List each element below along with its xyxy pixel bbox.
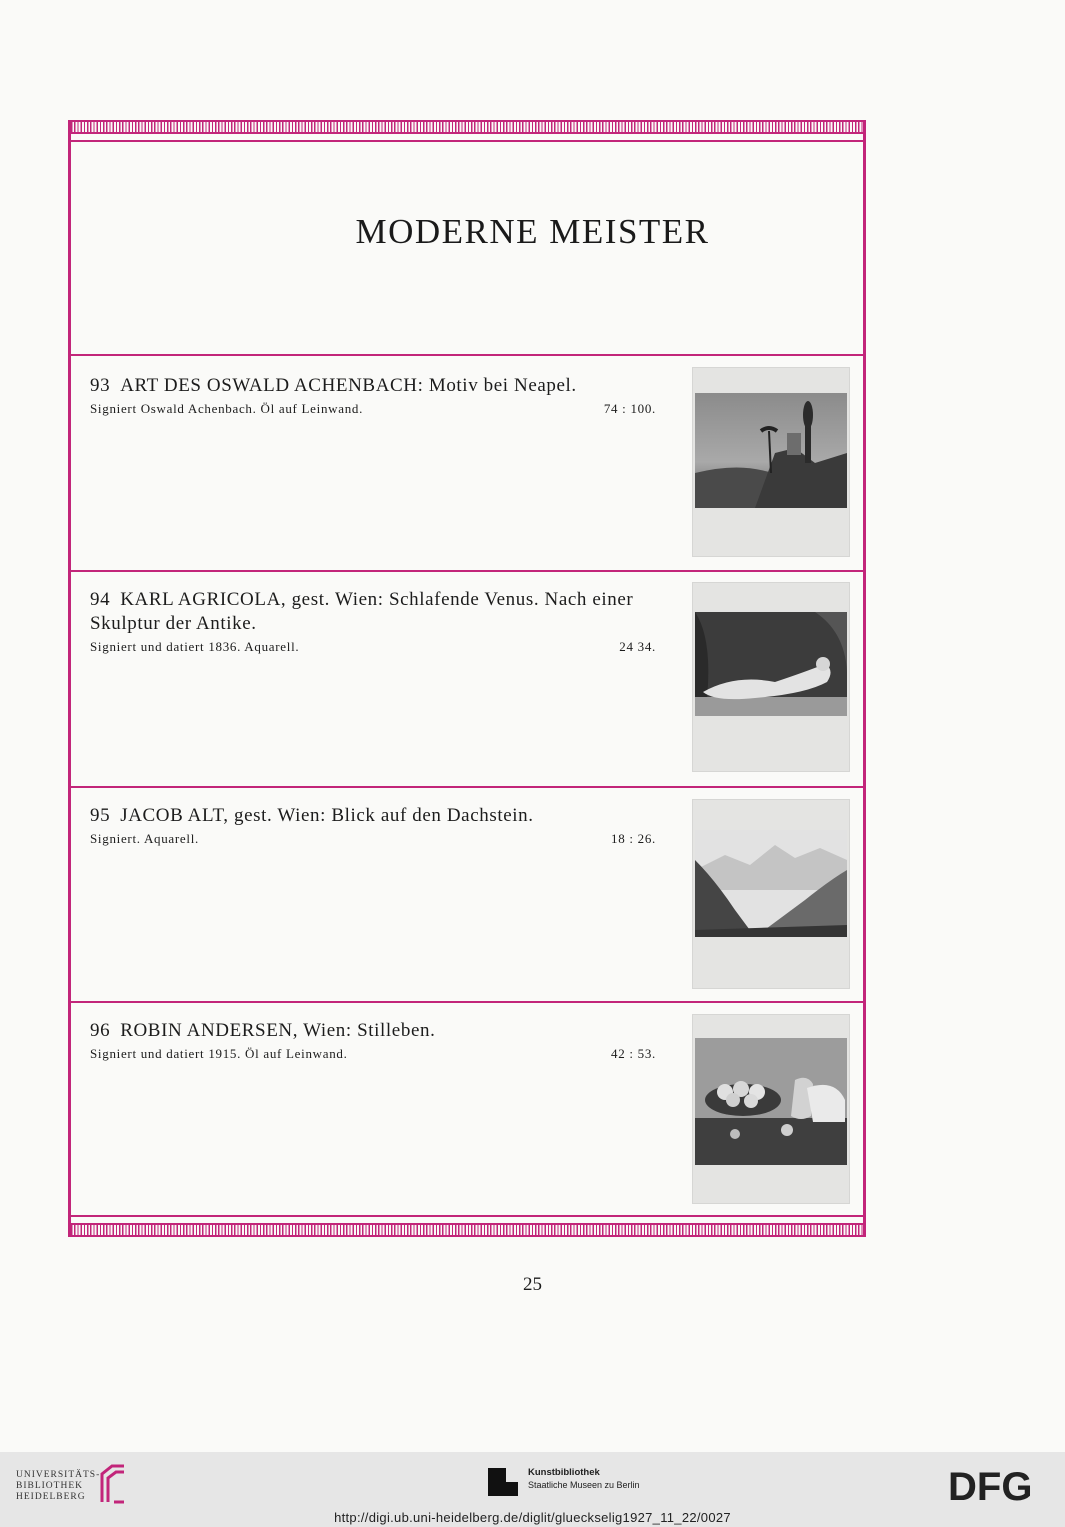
section-divider xyxy=(68,786,866,788)
entry-details-row xyxy=(90,831,656,847)
page-title: MODERNE MEISTER xyxy=(355,212,710,251)
catalog-entry xyxy=(90,588,656,655)
entry-details-row xyxy=(90,1046,656,1062)
entry-title: ROBIN ANDERSEN, Wien: Stilleben. xyxy=(120,1020,436,1041)
kunstbibliothek-logo-icon xyxy=(486,1464,520,1498)
artwork-plate xyxy=(692,582,850,772)
entry-dimensions: 74 : 100. xyxy=(603,401,656,416)
painting-image-coastal-landscape xyxy=(695,393,847,508)
section-divider xyxy=(68,354,866,356)
ub-heidelberg-label: UNIVERSITÄTS- BIBLIOTHEK HEIDELBERG xyxy=(16,1470,101,1502)
artwork-plate xyxy=(692,1014,850,1204)
painting-image-still-life xyxy=(695,1038,847,1165)
painting-image-mountain-view xyxy=(695,830,847,937)
top-inner-rule xyxy=(71,140,863,142)
entry-number: 94 xyxy=(90,589,111,610)
kunstbibliothek-label: Kunstbibliothek Staatliche Museen zu Berlin xyxy=(528,1467,640,1490)
entry-dimensions: 42 : 53. xyxy=(611,1046,656,1061)
catalog-entry xyxy=(90,374,656,417)
digitization-footer xyxy=(0,1452,1065,1527)
entry-details-row xyxy=(90,639,656,655)
entry-details: Signiert Oswald Achenbach. Öl auf Leinwand. xyxy=(90,401,364,416)
catalog-entry xyxy=(90,804,656,847)
dfg-logo-icon xyxy=(948,1468,1050,1504)
section-divider xyxy=(68,570,866,572)
entry-title: KARL AGRICOLA, gest. Wien: Schlafende Venus. Nach einer Skulptur der Antike. xyxy=(90,589,634,634)
svg-text:DFG: DFG xyxy=(948,1468,1033,1504)
catalog-entry xyxy=(90,1019,656,1062)
entry-title: JACOB ALT, gest. Wien: Blick auf den Dachstein. xyxy=(120,805,534,826)
entry-number: 95 xyxy=(90,805,111,826)
entry-heading xyxy=(90,804,656,828)
entry-details: Signiert und datiert 1915. Öl auf Leinwand. xyxy=(90,1046,348,1061)
section-divider xyxy=(68,1001,866,1003)
entry-details: Signiert. Aquarell. xyxy=(90,831,199,846)
artwork-plate xyxy=(692,367,850,557)
entry-number: 96 xyxy=(90,1020,111,1041)
entry-dimensions: 18 : 26. xyxy=(611,831,656,846)
entry-details: Signiert und datiert 1836. Aquarell. xyxy=(90,639,300,654)
permalink-url[interactable]: http://digi.ub.uni-heidelberg.de/diglit/glueckselig1927_11_22/0027 xyxy=(334,1510,731,1525)
entry-heading xyxy=(90,1019,656,1043)
bottom-ornament-border xyxy=(71,1223,863,1237)
page-number: 25 xyxy=(523,1274,542,1295)
painting-image-sleeping-venus xyxy=(695,612,847,716)
entry-dimensions: 24 34. xyxy=(619,639,656,654)
artwork-plate xyxy=(692,799,850,989)
entry-details-row xyxy=(90,401,656,417)
bottom-inner-rule xyxy=(71,1215,863,1217)
top-ornament-border xyxy=(71,120,863,134)
entry-heading xyxy=(90,374,656,398)
entry-title: ART DES OSWALD ACHENBACH: Motiv bei Neapel. xyxy=(120,375,577,396)
entry-number: 93 xyxy=(90,375,111,396)
ub-heidelberg-logo-icon xyxy=(98,1462,128,1506)
entry-heading xyxy=(90,588,656,636)
